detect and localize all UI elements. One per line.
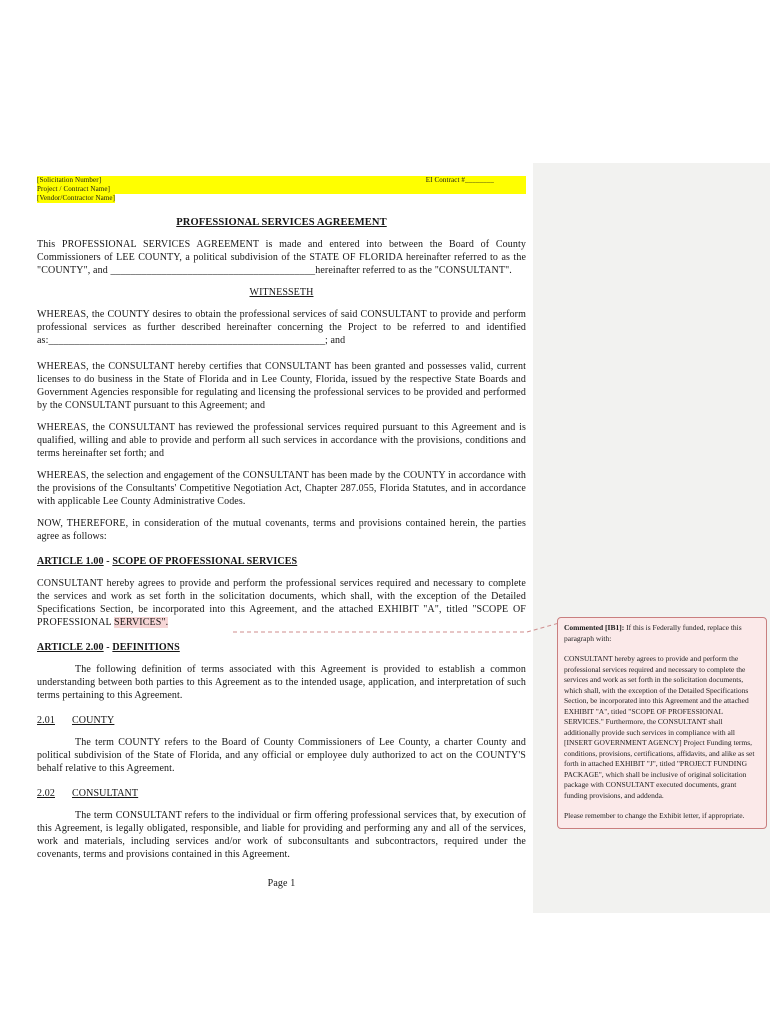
header-line-1 <box>37 176 526 185</box>
witnesseth-heading: WITNESSETH <box>249 287 314 298</box>
comment-header <box>564 623 760 644</box>
comment-body-text: CONSULTANT hereby agrees to provide and perform the professional services required and necessary to complete the services and work as set forth in the solicitation documents, which shall, with the exception of the Detailed Specifications Section, be incorporated into this Agreement and the attached EXHIBIT "A", titled "SCOPE OF PROFESSIONAL SERVICES." Furthermore, the CONSULTANT shall additionally provide such services in compliance with all [INSERT GOVERNMENT AGENCY] Project Funding terms, conditions, provisions, certifications, affidavits, and alike as set forth in attached EXHIBIT "J", titled "PROJECT FUNDING PACKAGE", which shall be inclusive of original solicitation package with CONSULTANT executed documents, grant funding provisions, and addenda. <box>564 654 755 800</box>
document-header <box>37 176 526 203</box>
section-2-02-heading: 2.02 CONSULTANT <box>37 788 139 799</box>
section-2-02-body: The term CONSULTANT refers to the individual or firm offering professional services that, by execution of this Agreement, is legally obligated, responsible, and liable for providing and performing any and all of the services, work and materials, including services and/or work of subconsultants and subcontractors, required under the covenants, terms and provisions contained in this Agreement. <box>37 810 526 860</box>
comment-anchor-highlight[interactable]: SERVICES". <box>114 617 169 628</box>
project-contract-name: Project / Contract Name] <box>37 185 111 193</box>
article-2-heading: ARTICLE 2.00 - DEFINITIONS <box>37 642 180 653</box>
article-1-heading: ARTICLE 1.00 - SCOPE OF PROFESSIONAL SERVICES <box>37 556 298 567</box>
whereas-paragraph-1: WHEREAS, the COUNTY desires to obtain the professional services of said CONSULTANT to provide and perform professional services as further described hereinafter concerning the Project to be referred to and identified as:______________________________________________________; and <box>37 309 526 346</box>
header-line-3 <box>37 194 526 203</box>
page-title: PROFESSIONAL SERVICES AGREEMENT <box>176 217 387 228</box>
vendor-contractor-name: [Vendor/Contractor Name] <box>37 194 116 202</box>
intro-paragraph: This PROFESSIONAL SERVICES AGREEMENT is made and entered into between the Board of County Commissioners of LEE COUNTY, a political subdivision of the STATE OF FLORIDA hereinafter referred to as the "COUNTY", and ________________________________________hereinafter referred to as the "CONSULTANT". <box>37 239 526 276</box>
whereas-paragraph-4: WHEREAS, the selection and engagement of the CONSULTANT has been made by the COUNTY in accordance with the provisions of the Consultants' Competitive Negotiation Act, Chapter 287.055, Florida Statutes, and in accordance with applicable Lee County Administrative Codes. <box>37 470 526 507</box>
page-number: Page 1 <box>267 878 296 889</box>
section-2-01-body: The term COUNTY refers to the Board of County Commissioners of Lee County, a charter County and political subdivision of the State of Florida, and any official or employee duly authorized to act on the COUNTY'S behalf relative to this Agreement. <box>37 737 526 774</box>
article-2-body: The following definition of terms associated with this Agreement is provided to establish a common understanding between both parties to this Agreement as to the intended usage, application, and interpretation of such terms pertaining to this Agreement. <box>37 664 526 701</box>
comment-intro-text: If this is Federally funded, replace this paragraph with: <box>564 623 742 643</box>
solicitation-number: [Solicitation Number] <box>37 176 102 184</box>
now-therefore-paragraph: NOW, THEREFORE, in consideration of the mutual covenants, terms and provisions contained herein, the parties agree as follows: <box>37 518 526 542</box>
whereas-paragraph-3: WHEREAS, the CONSULTANT has reviewed the professional services required pursuant to this Agreement and is qualified, willing and able to provide and perform all such services in accordance with the provisions, conditions and terms hereinafter set forth; and <box>37 422 526 459</box>
article-1-body: CONSULTANT hereby agrees to provide and perform the professional services required and necessary to complete the services and work as set forth in the solicitation documents, which shall, with the exception of the Detailed Specifications Section, be incorporated into this Agreement, and the attached EXHIBIT "A", titled "SCOPE OF PROFESSIONAL SERVICES". <box>37 578 526 628</box>
header-line-2 <box>37 185 526 194</box>
comment-bubble[interactable] <box>557 617 767 829</box>
comment-author-label: Commented [IB1]: <box>564 623 625 632</box>
section-2-01-heading: 2.01 COUNTY <box>37 715 115 726</box>
comment-note-text: Please remember to change the Exhibit letter, if appropriate. <box>564 811 745 820</box>
ei-contract-number: EI Contract #________ <box>425 176 494 184</box>
whereas-paragraph-2: WHEREAS, the CONSULTANT hereby certifies that CONSULTANT has been granted and possesses valid, current licenses to do business in the State of Florida and in Lee County, Florida, issued by the respective State Boards and Government Agencies responsible for regulating and licensing the professional services to be provided and performed by the CONSULTANT pursuant to this Agreement; and <box>37 361 526 411</box>
document-content <box>37 176 526 890</box>
